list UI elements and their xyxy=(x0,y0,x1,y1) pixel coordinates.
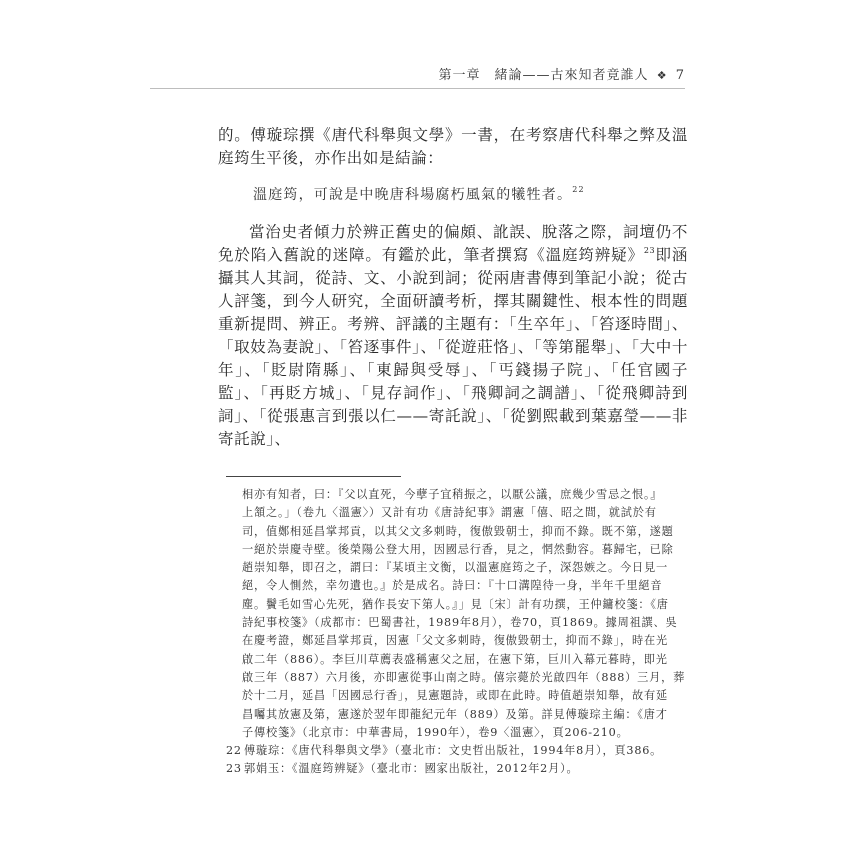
footnote-line: 相亦有知者，曰：『父以直死，今孽子宜稍振之，以厭公議，庶幾少雪忌之恨。』 xyxy=(242,488,663,501)
footnote-divider xyxy=(226,476,401,477)
footnote-line: 於十二月，延昌「因國忌行香」，見憲題詩，或即在此時。時值趙崇知舉，故有延 xyxy=(242,689,668,703)
footnote-text: 郭娟玉：《溫庭筠辨疑》（臺北市：國家出版社，2012年2月）。 xyxy=(244,762,579,776)
footnote-line: 絕，令人惻然，幸勿遺也。』於是成名。詩曰：『十口溝隍待一身，半年千里絕音 xyxy=(242,579,663,593)
body-text xyxy=(218,124,688,451)
footnote-line: 啟三年（887）六月後，亦即憲從事山南之時。僖宗薨於光啟四年（888）三月，葬 xyxy=(242,670,686,684)
footnote-continuation xyxy=(226,486,686,742)
paragraph-text-part2: 即涵攝其人其詞，從詩、文、小說到詞；從兩唐書傳到筆記小說；從古人評箋，到今人研究，全面研讀考析，擇其關鍵性、根本性的問題重新提問、辨正。考辨、評議的主題有：「生卒年」、「笞逐時間」、「取妓為妻說」、「笞逐事件」、「從遊莊恪」、「等第罷舉」、「大中十年」、「貶尉隋縣」、「東歸與受辱」、「丐錢揚子院」、「任官國子監」、「再貶方城」、「見存詞作」、「飛卿詞之調譜」、「從飛卿詩到詞」、「從張惠言到張以仁——寄託說」、「從劉熙載到葉嘉瑩——非寄託說」、 xyxy=(218,246,688,448)
footnote-line: 啟二年（886）。李巨川草薦表盛稱憲父之屈，在憲下第，巨川入幕元暮時，即光 xyxy=(242,652,668,666)
chapter-title: 第一章 緒論——古來知者竟誰人 xyxy=(438,68,649,83)
footnote-line: 塵。鬢毛如雪心先死，猶作長安下第人。』」見〔宋〕計有功撰，王仲鏞校箋：《唐 xyxy=(242,597,669,611)
footnote-line: 子傳校箋》（北京市：中華書局，1990年），卷9〈溫憲〉，頁206-210。 xyxy=(242,725,629,739)
paragraph-main xyxy=(218,221,688,451)
footnote-line: 一絕於崇慶寺壁。後榮陽公登大用，因國忌行香，見之，惘然動容。暮歸宅，已除 xyxy=(242,542,674,556)
footnote-number: 22 xyxy=(226,744,242,758)
paragraph-continuation: 的。傅璇琮撰《唐代科舉與文學》一書，在考察唐代科舉之弊及溫庭筠生平後，亦作出如是結論： xyxy=(218,126,688,167)
footnote-23 xyxy=(226,760,676,778)
footnotes-section xyxy=(226,486,686,779)
footnote-line: 趙崇知舉，即召之，謂曰：『某頃主文衡，以溫憲庭筠之子，深怨嫉之。今日見一 xyxy=(242,561,668,575)
footnote-text: 傅璇琮：《唐代科舉與文學》（臺北市：文史哲出版社，1994年8月），頁386。 xyxy=(244,744,663,758)
ornament-icon: ❖ xyxy=(656,69,668,82)
footnote-line: 昌囑其放憲及第，憲遂於翌年即龍紀元年（889）及第。詳見傅璇琮主編：《唐才 xyxy=(242,707,668,721)
quote-text: 溫庭筠，可說是中晚唐科場腐朽風氣的犧牲者。 xyxy=(253,187,573,203)
footnote-number: 23 xyxy=(226,762,242,776)
running-header xyxy=(150,68,685,89)
block-quote xyxy=(218,184,688,207)
footnote-ref-23[interactable]: 23 xyxy=(643,246,656,255)
footnote-line: 司，值鄭相延昌掌邦貢，以其父文多刺時，復傲毀朝士，抑而不錄。既不第，遂題 xyxy=(242,524,674,538)
footnote-line: 在慶考證，鄭延昌掌邦貢，因憲「父文多刺時，復傲毀朝士，抑而不錄」，時在光 xyxy=(242,634,668,648)
paragraph-text-part1: 當治史者傾力於辨正舊史的偏頗、訛誤、脫落之際，詞壇仍不免於陷入舊說的迷障。有鑑於此，筆者撰寫《溫庭筠辨疑》 xyxy=(218,223,688,264)
page-number: 7 xyxy=(675,68,685,83)
footnote-ref-22[interactable]: 22 xyxy=(572,185,585,194)
footnote-line: 上頷之。」（卷九〈溫憲〉）又計有功《唐詩紀事》謂憲「僖、昭之間，就試於有 xyxy=(242,506,657,520)
footnote-22 xyxy=(226,742,676,760)
footnote-line: 詩紀事校箋》（成都市：巴蜀書社，1989年8月），卷70，頁1869。據周祖譔、吳 xyxy=(242,616,678,630)
